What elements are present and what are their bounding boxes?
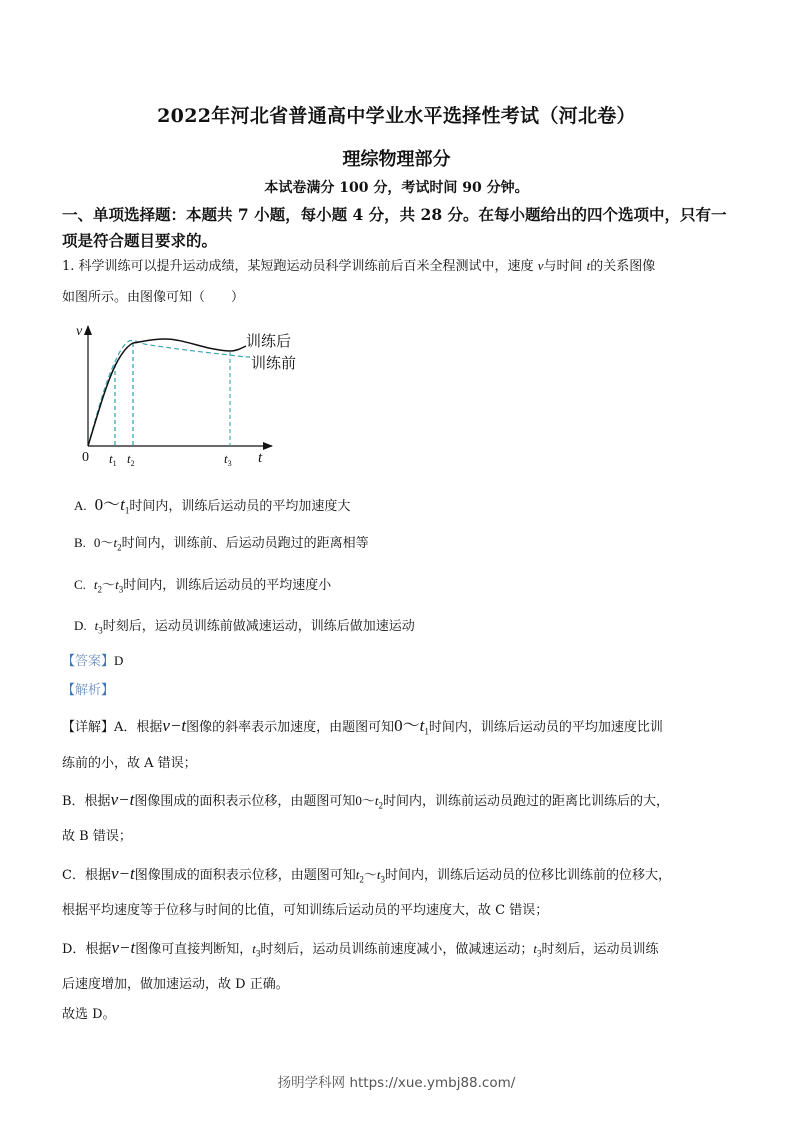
curve-after-training xyxy=(88,339,246,446)
label-after-training: 训练后 xyxy=(246,334,292,350)
svg-text:t3: $t_3$ xyxy=(224,451,232,468)
curve-before-training xyxy=(88,341,250,446)
question-number: 1. xyxy=(62,259,75,274)
svg-text:t2: $t_2$ xyxy=(127,451,135,468)
detail-b-line1: B．根据v−t图像围成的面积表示位移，由题图可知$0\sim t_2$时间内，训练前运动员跑过的距离比训练后的大， xyxy=(62,790,669,811)
question-stem-line2: 如图所示。由图像可知（ ） xyxy=(62,290,245,305)
answer-tag: 答案 xyxy=(75,654,102,669)
option-b[interactable]: B. $0\sim t_2$时间内，训练前、后运动员跑过的距离相等 xyxy=(74,535,369,553)
exam-meta: 本试卷满分 100 分，考试时间 90 分钟。 xyxy=(264,180,529,196)
section-heading: 一、单项选择题：本题共 7 小题，每小题 4 分，共 28 分。在每小题给出的四个选项中，只有一项是符合题目要求的。 xyxy=(62,205,727,250)
detail-d-line1: D．根据v−t图像可直接判断知，$t_3$时刻后，运动员训练前速度减小，做减速运动；$t_3$时刻后，运动员训练 xyxy=(62,938,659,959)
origin-label: 0 xyxy=(82,450,89,465)
option-a[interactable]: A. $0\sim t_1$时间内，训练后运动员的平均加速度大 xyxy=(74,495,351,516)
detail-d-line2: 后速度增加，做加速运动，故 D 正确。 xyxy=(62,977,289,992)
exam-title: 2022年河北省普通高中学业水平选择性考试（河北卷） xyxy=(157,105,636,127)
var-t: t xyxy=(586,258,591,273)
footer-watermark[interactable]: 扬明学科网 https://xue.ymbj88.com/ xyxy=(277,1075,516,1091)
detail-a-line2: 练前的小，故 A 错误； xyxy=(62,756,197,771)
question-stem-line1: 1. 科学训练可以提升运动成绩，某短跑运动员科学训练前后百米全程测试中，速度 v与时间 t的关系图像 xyxy=(62,258,656,274)
vt-chart xyxy=(70,318,310,473)
option-d[interactable]: D. $t_3$时刻后，运动员训练前做减速运动，训练后做加速运动 xyxy=(74,618,415,636)
detail-c-line2: 根据平均速度等于位移与时间的比值，可知训练后运动员的平均速度大，故 C 错误； xyxy=(62,903,549,918)
stem-text: 科学训练可以提升运动成绩，某短跑运动员科学训练前后百米全程测试中，速度 xyxy=(78,259,534,274)
x-axis-label: t xyxy=(258,450,263,466)
exam-subtitle: 理综物理部分 xyxy=(342,149,451,170)
analysis-tag: 【解析】 xyxy=(62,683,115,698)
label-before-training: 训练前 xyxy=(251,356,297,372)
svg-text:t1: $t_1$ xyxy=(109,451,117,468)
y-axis-label: v xyxy=(76,324,83,339)
answer-line: 【答案】D xyxy=(62,653,124,669)
conclusion: 故选 D。 xyxy=(62,1007,116,1022)
var-v: v xyxy=(537,258,544,273)
answer-value: D xyxy=(114,653,124,668)
detail-b-line2: 故 B 错误； xyxy=(62,829,132,844)
option-c[interactable]: C. $t_2\sim t_3$时间内，训练后运动员的平均速度小 xyxy=(74,577,332,595)
detail-c-line1: C．根据v−t图像围成的面积表示位移，由题图可知$t_2\sim t_3$时间内，训练后运动员的位移比训练前的位移大， xyxy=(62,864,671,885)
detail-a-line1: 【详解】A．根据v−t图像的斜率表示加速度，由题图可知$0\sim t_1$时间内，训练后运动员的平均加速度比训 xyxy=(62,716,663,737)
